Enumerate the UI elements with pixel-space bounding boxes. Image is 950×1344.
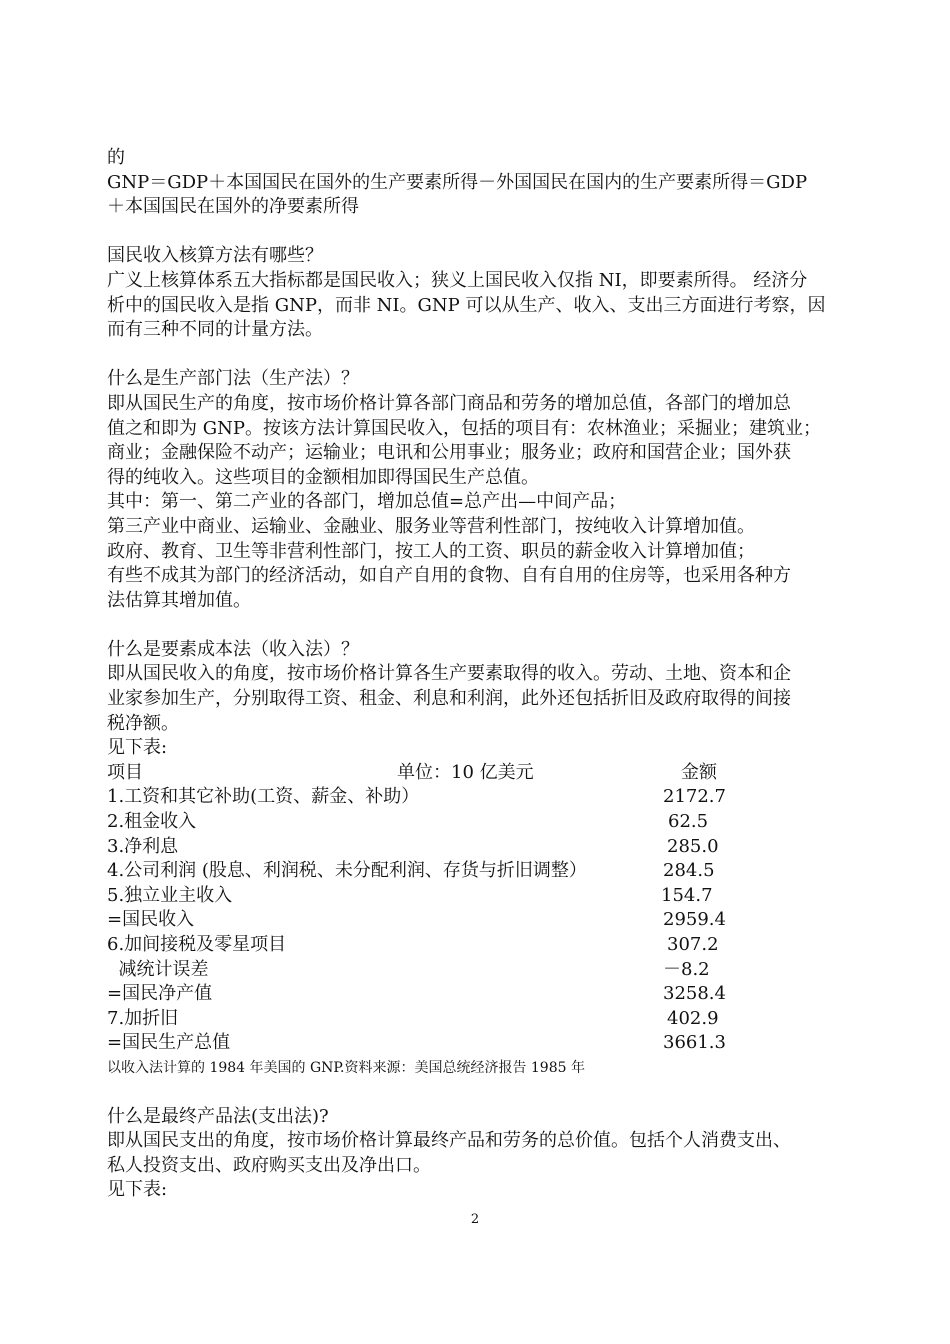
text-line: 业家参加生产，分别取得工资、租金、利息和利润，此外还包括折旧及政府取得的间接 bbox=[107, 688, 791, 710]
text-line: 值之和即为 GNP。按该方法计算国民收入，包括的项目有：农林渔业；采掘业；建筑业； bbox=[107, 417, 821, 439]
table-source-note: 以收入法计算的 1984 年美国的 GNP.资料来源：美国总统经济报告 1985 年 bbox=[107, 1059, 585, 1076]
text-line: 广义上核算体系五大指标都是国民收入；狭义上国民收入仅指 NI，即要素所得。 经济分 bbox=[107, 269, 808, 291]
text-line: 即从国民收入的角度，按市场价格计算各生产要素取得的收入。劳动、土地、资本和企 bbox=[107, 663, 791, 685]
row-value: 402.9 bbox=[667, 1007, 719, 1029]
question-heading: 什么是最终产品法(支出法)? bbox=[107, 1105, 329, 1127]
row-label: 7.加折旧 bbox=[107, 1007, 179, 1029]
header-amount: 金额 bbox=[681, 761, 717, 783]
row-value: －8.2 bbox=[663, 958, 710, 980]
gnp-formula-line: ＋本国国民在国外的净要素所得 bbox=[107, 196, 359, 218]
text-line: 即从国民支出的角度，按市场价格计算最终产品和劳务的总价值。包括个人消费支出、 bbox=[107, 1130, 791, 1152]
text-line: 其中：第一、第二产业的各部门，增加总值=总产出—中间产品； bbox=[107, 491, 627, 513]
table-row bbox=[107, 785, 847, 810]
text-line: 而有三种不同的计量方法。 bbox=[107, 319, 323, 341]
row-label: 2.租金收入 bbox=[107, 811, 197, 833]
table-row bbox=[107, 1007, 847, 1032]
row-value: 62.5 bbox=[668, 811, 709, 833]
page-number: 2 bbox=[470, 1212, 480, 1227]
row-label: 3.净利息 bbox=[107, 835, 179, 857]
row-label: =国民净产值 bbox=[107, 983, 213, 1005]
text-line: 政府、教育、卫生等非营利性部门，按工人的工资、职员的薪金收入计算增加值； bbox=[107, 540, 755, 562]
document-body bbox=[107, 146, 847, 1203]
text-line: 私人投资支出、政府购买支出及净出口。 bbox=[107, 1154, 431, 1176]
text-line: 第三产业中商业、运输业、金融业、服务业等营利性部门，按纯收入计算增加值。 bbox=[107, 515, 755, 537]
text-line: 有些不成其为部门的经济活动，如自产自用的食物、自有自用的住房等，也采用各种方 bbox=[107, 565, 791, 587]
question-heading: 什么是要素成本法（收入法）？ bbox=[107, 638, 359, 660]
table-row bbox=[107, 958, 847, 983]
row-label: 4.公司利润 (股息、利润税、未分配利润、存货与折旧调整） bbox=[107, 860, 587, 882]
question-heading: 什么是生产部门法（生产法）？ bbox=[107, 368, 359, 390]
row-value: 154.7 bbox=[661, 884, 713, 906]
table-row bbox=[107, 1031, 847, 1056]
text-line: 析中的国民收入是指 GNP，而非 NI。GNP 可以从生产、收入、支出三方面进行考察，因 bbox=[107, 294, 826, 316]
text-line: 商业；金融保险不动产；运输业；电讯和公用事业；服务业；政府和国营企业；国外获 bbox=[107, 442, 791, 464]
row-value: 285.0 bbox=[667, 835, 719, 857]
text-line: 的 bbox=[107, 147, 125, 168]
text-line: 得的纯收入。这些项目的金额相加即得国民生产总值。 bbox=[107, 466, 539, 488]
table-row bbox=[107, 859, 847, 884]
table-row bbox=[107, 835, 847, 860]
table-row bbox=[107, 933, 847, 958]
header-unit: 单位：10 亿美元 bbox=[397, 761, 534, 783]
row-label: 1.工资和其它补助(工资、薪金、补助） bbox=[107, 786, 420, 808]
table-row bbox=[107, 908, 847, 933]
table-row bbox=[107, 810, 847, 835]
text-line: 见下表: bbox=[107, 737, 168, 759]
text-line: 即从国民生产的角度，按市场价格计算各部门商品和劳务的增加总值，各部门的增加总 bbox=[107, 392, 791, 414]
question-heading: 国民收入核算方法有哪些？ bbox=[107, 245, 323, 267]
gnp-formula-line: GNP＝GDP＋本国国民在国外的生产要素所得－外国国民在国内的生产要素所得＝GDP bbox=[107, 171, 808, 193]
row-label: 5.独立业主收入 bbox=[107, 884, 233, 906]
row-value: 307.2 bbox=[667, 934, 719, 955]
row-value: 284.5 bbox=[663, 860, 715, 882]
row-label: =国民生产总值 bbox=[107, 1032, 231, 1054]
header-item: 项目 bbox=[107, 761, 143, 783]
table-row bbox=[107, 884, 847, 909]
row-value: 3661.3 bbox=[663, 1032, 726, 1054]
text-line: 税净额。 bbox=[107, 712, 179, 734]
table-row bbox=[107, 982, 847, 1007]
row-value: 2172.7 bbox=[663, 786, 726, 808]
income-table-header bbox=[107, 761, 847, 786]
row-value: 2959.4 bbox=[663, 909, 726, 931]
row-label: =国民收入 bbox=[107, 909, 195, 931]
row-label: 6.加间接税及零星项目 bbox=[107, 934, 287, 955]
text-line: 法估算其增加值。 bbox=[107, 589, 251, 611]
text-line: 见下表: bbox=[107, 1179, 168, 1201]
row-label: 减统计误差 bbox=[107, 958, 209, 980]
row-value: 3258.4 bbox=[663, 983, 726, 1005]
